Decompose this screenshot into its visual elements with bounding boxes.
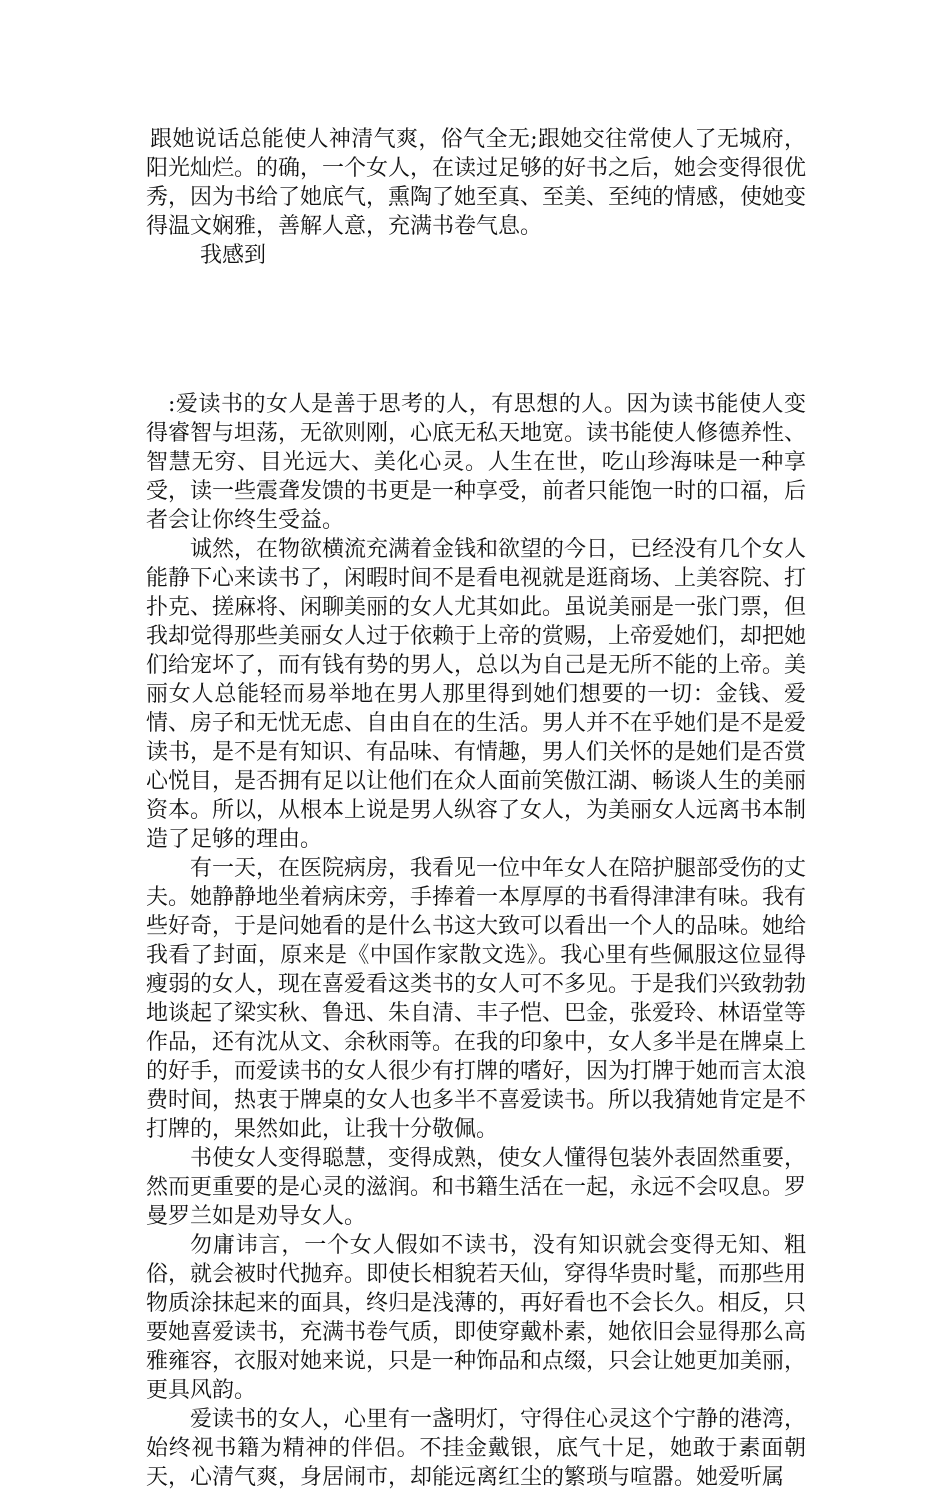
paragraph: 跟她说话总能使人神清气爽，俗气全无;跟她交往常使人了无城府，阳光灿烂。的确，一个女人，在读过足够的好书之后，她会变得很优秀，因为书给了她底气，熏陶了她至真、至美、至纯的情感，使她变得温文娴雅，善解人意，充满书卷气息。: [146, 127, 807, 239]
text-block-top: [146, 125, 806, 270]
text-block-main: [146, 390, 806, 1492]
paragraph: :爱读书的女人是善于思考的人，有思想的人。因为读书能使人变得睿智与坦荡，无欲则刚，心底无私天地宽。读书能使人修德养性、智慧无穷、目光远大、美化心灵。人生在世，吃山珍海味是一种享受，读一些震聋发馈的书更是一种享受，前者只能饱一时的口福，后者会让你终生受益。: [146, 392, 807, 533]
paragraph: 勿庸讳言，一个女人假如不读书，没有知识就会变得无知、粗俗，就会被时代抛弃。即使长相貌若天仙，穿得华贵时髦，而那些用物质涂抹起来的面具，终归是浅薄的，再好看也不会长久。相反，只要她喜爱读书，充满书卷气质，即使穿戴朴素，她依旧会显得那么高雅雍容，衣服对她来说，只是一种饰品和点缀，只会让她更加美丽，更具风韵。: [146, 1233, 807, 1403]
paragraph: 诚然，在物欲横流充满着金钱和欲望的今日，已经没有几个女人能静下心来读书了，闲暇时间不是看电视就是逛商场、上美容院、打扑克、搓麻将、闲聊美丽的女人尤其如此。虽说美丽是一张门票，但我却觉得那些美丽女人过于依赖于上帝的赏赐，上帝爱她们，却把她们给宠坏了，而有钱有势的男人，总以为自己是无所不能的上帝。美丽女人总能轻而易举地在男人那里得到她们想要的一切：金钱、爱情、房子和无忧无虑、自由自在的生活。男人并不在乎她们是不是爱读书，是不是有知识、有品味、有情趣，男人们关怀的是她们是否赏心悦目，是否拥有足以让他们在众人面前笑傲江湖、畅谈人生的美丽资本。所以，从根本上说是男人纵容了女人，为美丽女人远离书本制造了足够的理由。: [146, 537, 807, 852]
paragraph: 爱读书的女人，心里有一盏明灯，守得住心灵这个宁静的港湾，始终视书籍为精神的伴侣。不挂金戴银，底气十足，她敢于素面朝天，心清气爽，身居闹市，却能远离红尘的繁琐与喧嚣。她爱听属: [146, 1407, 807, 1490]
paragraph: 有一天，在医院病房，我看见一位中年女人在陪护腿部受伤的丈夫。她静静地坐着病床旁，手捧着一本厚厚的书看得津津有味。我有些好奇，于是问她看的是什么书这大致可以看出一个人的品味。她给我看了封面，原来是《中国作家散文选》。我心里有些佩服这位显得瘦弱的女人，现在喜爱看这类书的女人可不多见。于是我们兴致勃勃地谈起了梁实秋、鲁迅、朱自清、丰子恺、巴金，张爱玲、林语堂等作品，还有沈从文、余秋雨等。在我的印象中，女人多半是在牌桌上的好手，而爱读书的女人很少有打牌的嗜好，因为打牌于她而言太浪费时间，热衷于牌桌的女人也多半不喜爱读书。所以我猜她肯定是不打牌的，果然如此，让我十分敬佩。: [146, 856, 807, 1142]
paragraph: 书使女人变得聪慧，变得成熟，使女人懂得包装外表固然重要，然而更重要的是心灵的滋润。和书籍生活在一起，永远不会叹息。罗曼罗兰如是劝导女人。: [146, 1146, 807, 1229]
paragraph: 我感到: [200, 243, 267, 268]
